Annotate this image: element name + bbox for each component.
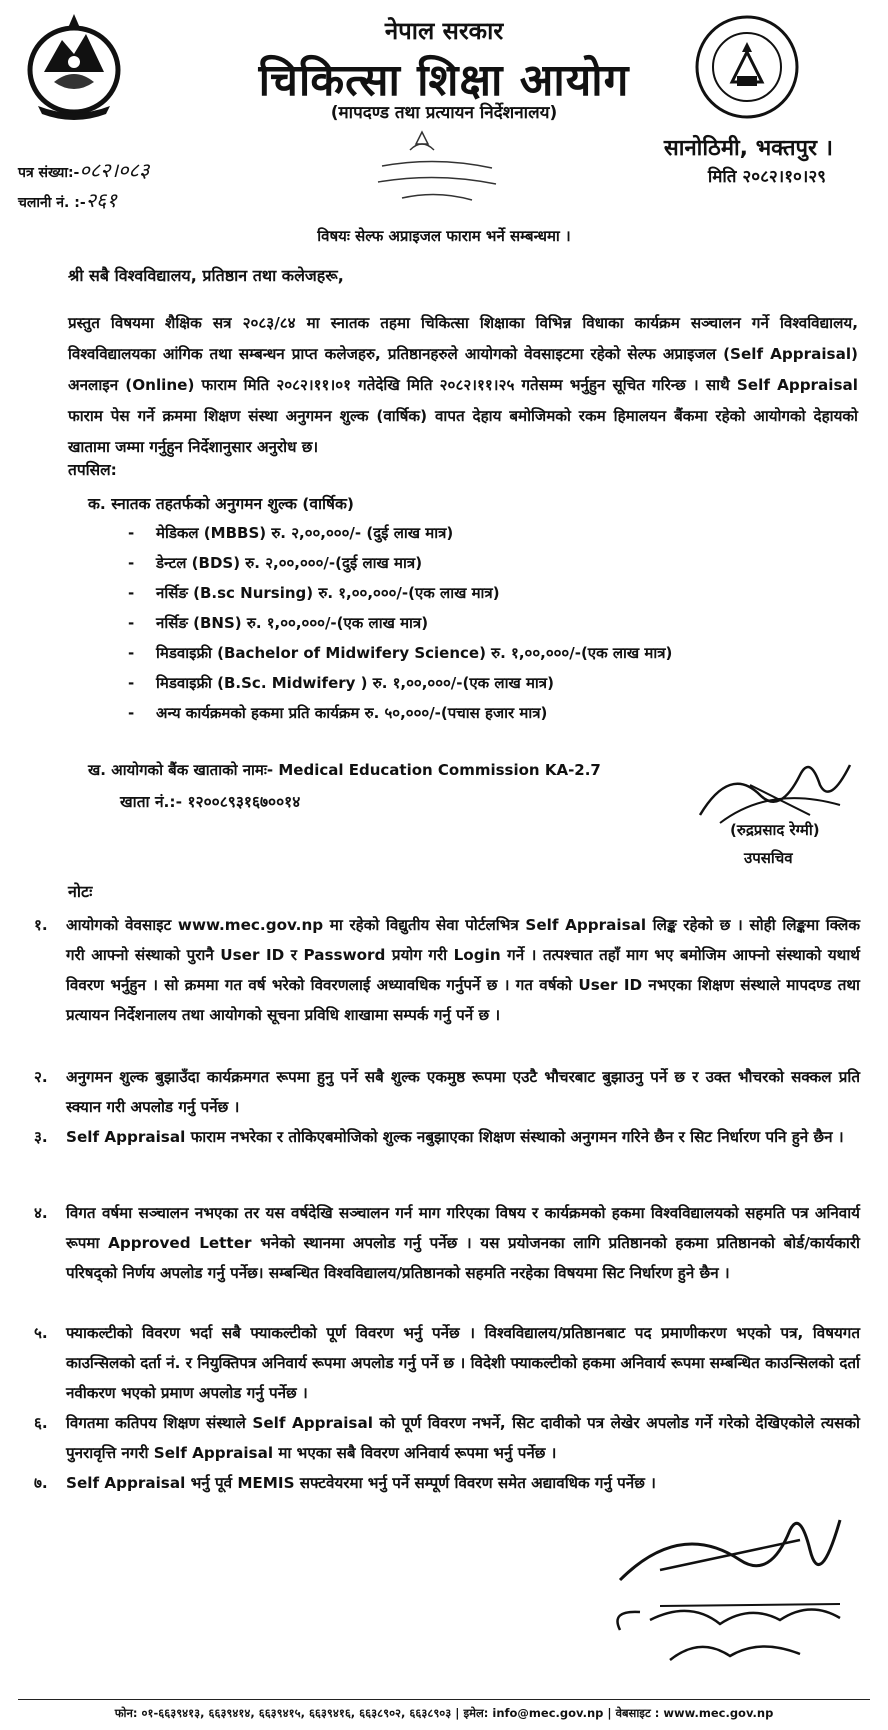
department-name: (मापदण्ड तथा प्रत्यायन निर्देशनालय) <box>330 103 558 123</box>
footer-divider <box>18 1699 870 1700</box>
reference-label: पत्र संख्या:- <box>18 165 80 181</box>
note-item <box>34 1408 860 1468</box>
note-text: विगतमा कतिपय शिक्षण संस्थाले Self Appraisal को पूर्ण विवरण नभर्ने, सिट दावीको पत्र लेखेर अपलोड गर्ने गरेको देखिएकोले त्यसको पुनरावृत्ति नगरी Self Appraisal मा भएका सबै विवरण अनिवार्य रूपमा भर्नु पर्नेछ । <box>66 1414 860 1462</box>
note-number: ७. <box>34 1474 48 1492</box>
note-item <box>34 910 860 1030</box>
fee-item: - नर्सिङ (B.sc Nursing) रु. १,००,०००/-(एक लाख मात्र) <box>128 584 500 602</box>
note-item <box>34 1122 860 1152</box>
note-text: विगत वर्षमा सञ्चालन नभएका तर यस वर्षदेखि सञ्चालन गर्न माग गरिएका विषय र कार्यक्रमको हकमा विश्वविद्यालयको सहमति पत्र अनिवार्य रूपमा Approved Letter भनेको स्थानमा अपलोड गर्नु पर्नेछ । यस प्रयोजनका लागि प्रतिष्ठानको हकमा प्रतिष्ठानको बोर्ड/कार्यकारी परिषद्को निर्णय अपलोड गर्नु पर्नेछ। सम्बन्धित विश्वविद्यालय/प्रतिष्ठानको सहमति नरहेका विषयमा सिट निर्धारण हुने छैन । <box>66 1204 860 1282</box>
signer-name: (रुद्रप्रसाद रेग्मी) <box>730 821 820 839</box>
fee-item: - डेन्टल (BDS) रु. २,००,०००/-(दुई लाख मात्र) <box>128 554 423 572</box>
fee-item: - नर्सिङ (BNS) रु. १,००,०००/-(एक लाख मात्र) <box>128 614 429 632</box>
note-item <box>34 1198 860 1288</box>
note-text: आयोगको वेवसाइट www.mec.gov.np मा रहेको विद्युतीय सेवा पोर्टलभित्र Self Appraisal लिङ्क रहेको छ । सोही लिङ्कमा क्लिक गरी आफ्नो संस्थाको पुरानै User ID र Password प्रयोग गरी Login गर्ने । तत्पश्चात तहाँ माग भए बमोजिम आफ्नो संस्थाको यथार्थ विवरण भर्नुहुन । सो क्रममा गत वर्ष भरेको विवरणलाई अध्यावधिक गर्नुपर्ने छ । गत वर्षको User ID नभएका शिक्षण संस्थाले मापदण्ड तथा प्रत्यायन निर्देशनालय तथा आयोगको सूचना प्रविधि शाखामा सम्पर्क गर्नु पर्ने छ । <box>66 916 860 1024</box>
note-number: २. <box>34 1068 48 1086</box>
fee-item: - मेडिकल (MBBS) रु. २,००,०००/- (दुई लाख मात्र) <box>128 524 454 542</box>
letter-date: मिति २०८२।१०।२९ <box>707 167 826 187</box>
fee-list <box>128 523 672 733</box>
dispatch-label: चलानी नं. :- <box>18 195 86 211</box>
government-name: नेपाल सरकार <box>384 17 504 45</box>
note-number: १. <box>34 916 48 934</box>
dispatch-value: २६१ <box>85 188 117 212</box>
note-number: ३. <box>34 1128 48 1146</box>
letter-body: प्रस्तुत विषयमा शैक्षिक सत्र २०८३/८४ मा स्नातक तहमा चिकित्सा शिक्षाका विभिन्न विधाका कार्यक्रम सञ्चालन गर्ने विश्वविद्यालय, विश्वविद्यालयका आंगिक तथा सम्बन्धन प्राप्त कलेजहरु, प्रतिष्ठानहरुले आयोगको वेवसाइटमा रहेको सेल्फ अप्राइजल (Self Appraisal) अनलाइन (Online) फाराम मिति २०८२।११।०१ गतेदेखि मिति २०८२।११।२५ गतेसम्म भर्नुहुन सूचित गरिन्छ । साथै Self Appraisal फाराम पेस गर्ने क्रममा शिक्षण संस्था अनुगमन शुल्क (वार्षिक) वापत देहाय बमोजिमको रकम हिमालयन बैंकमा रहेको आयोगको देहायको खातामा जम्मा गर्नुहुन निर्देशानुसार अनुरोध छ। <box>68 314 858 456</box>
fee-item: - मिडवाइफ्री (B.Sc. Midwifery ) रु. १,००,०००/-(एक लाख मात्र) <box>128 674 554 692</box>
note-item <box>34 1468 860 1498</box>
handwritten-signature-icon <box>600 1500 860 1670</box>
note-text: अनुगमन शुल्क बुझाउँदा कार्यक्रमगत रूपमा हुनु पर्ने सबै शुल्क एकमुष्ठ रूपमा एउटै भौचरबाट बुझाउनु पर्ने छ र उक्त भौचरको सक्कल प्रति स्क्यान गरी अपलोड गर्नु पर्नेछ । <box>66 1068 860 1116</box>
fee-item: - मिडवाइफ्री (Bachelor of Midwifery Science) रु. १,००,०००/-(एक लाख मात्र) <box>128 644 673 662</box>
note-text: Self Appraisal भर्नु पूर्व MEMIS सफ्टवेयरमा भर्नु पर्ने सम्पूर्ण विवरण समेत अद्यावधिक गर्नु पर्नेछ । <box>66 1474 656 1492</box>
footer-contact: फोन: ०१-६६३९४१३, ६६३९४१४, ६६३९४१५, ६६३९४१६, ६६३८९०२, ६६३८९०३ | इमेल: info@mec.gov.np | वेबसाइट : www.mec.gov.np <box>114 1706 774 1720</box>
dispatch-number <box>18 186 117 213</box>
letter-subject: विषयः सेल्फ अप्राइजल फाराम भर्ने सम्बन्धमा । <box>317 227 571 245</box>
fee-item: - अन्य कार्यक्रमको हकमा प्रति कार्यक्रम रु. ५०,०००/-(पचास हजार मात्र) <box>128 704 548 722</box>
note-text: Self Appraisal फाराम नभरेका र तोकिएबमोजिको शुल्क नबुझाएका शिक्षण संस्थाको अनुगमन गरिने छैन र सिट निर्धारण पनि हुने छैन । <box>66 1128 844 1146</box>
note-text: फ्याकल्टीको विवरण भर्दा सबै फ्याकल्टीको पूर्ण विवरण भर्नु पर्नेछ । विश्वविद्यालय/प्रतिष्ठानबाट पद प्रमाणीकरण भएको पत्र, विषयगत काउन्सिलको दर्ता नं. र नियुक्तिपत्र अनिवार्य रूपमा अपलोड गर्नु पर्ने छ । विदेशी फ्याकल्टीको हकमा अनिवार्य रूपमा सम्बन्धित काउन्सिलको दर्ता नवीकरण भएको प्रमाण अपलोड गर्नु पर्नेछ । <box>66 1324 860 1402</box>
note-item <box>34 1062 860 1122</box>
reference-value: ०८२।०८३ <box>79 158 150 182</box>
section-ka-heading: क. स्नातक तहतर्फको अनुगमन शुल्क (वार्षिक) <box>88 495 354 513</box>
note-number: ६. <box>34 1414 48 1432</box>
office-stamp-icon <box>372 128 502 208</box>
signer-title: उपसचिव <box>744 849 793 867</box>
note-number: ५. <box>34 1324 48 1342</box>
note-number: ४. <box>34 1204 48 1222</box>
bank-account-number: खाता नं.:- १२००८९३१६७००१४ <box>120 793 301 811</box>
letter-addressee: श्री सबै विश्वविद्यालय, प्रतिष्ठान तथा कलेजहरू, <box>68 266 344 285</box>
reference-number <box>18 156 149 183</box>
note-item <box>34 1318 860 1408</box>
bank-account-name: ख. आयोगको बैंक खाताको नामः- Medical Education Commission KA-2.7 <box>88 761 601 779</box>
notes-heading: नोटः <box>68 882 93 901</box>
organization-name: चिकित्सा शिक्षा आयोग <box>258 55 630 106</box>
details-heading: तपसिल: <box>68 461 117 479</box>
office-location: सानोठिमी, भक्तपुर । <box>663 136 833 161</box>
